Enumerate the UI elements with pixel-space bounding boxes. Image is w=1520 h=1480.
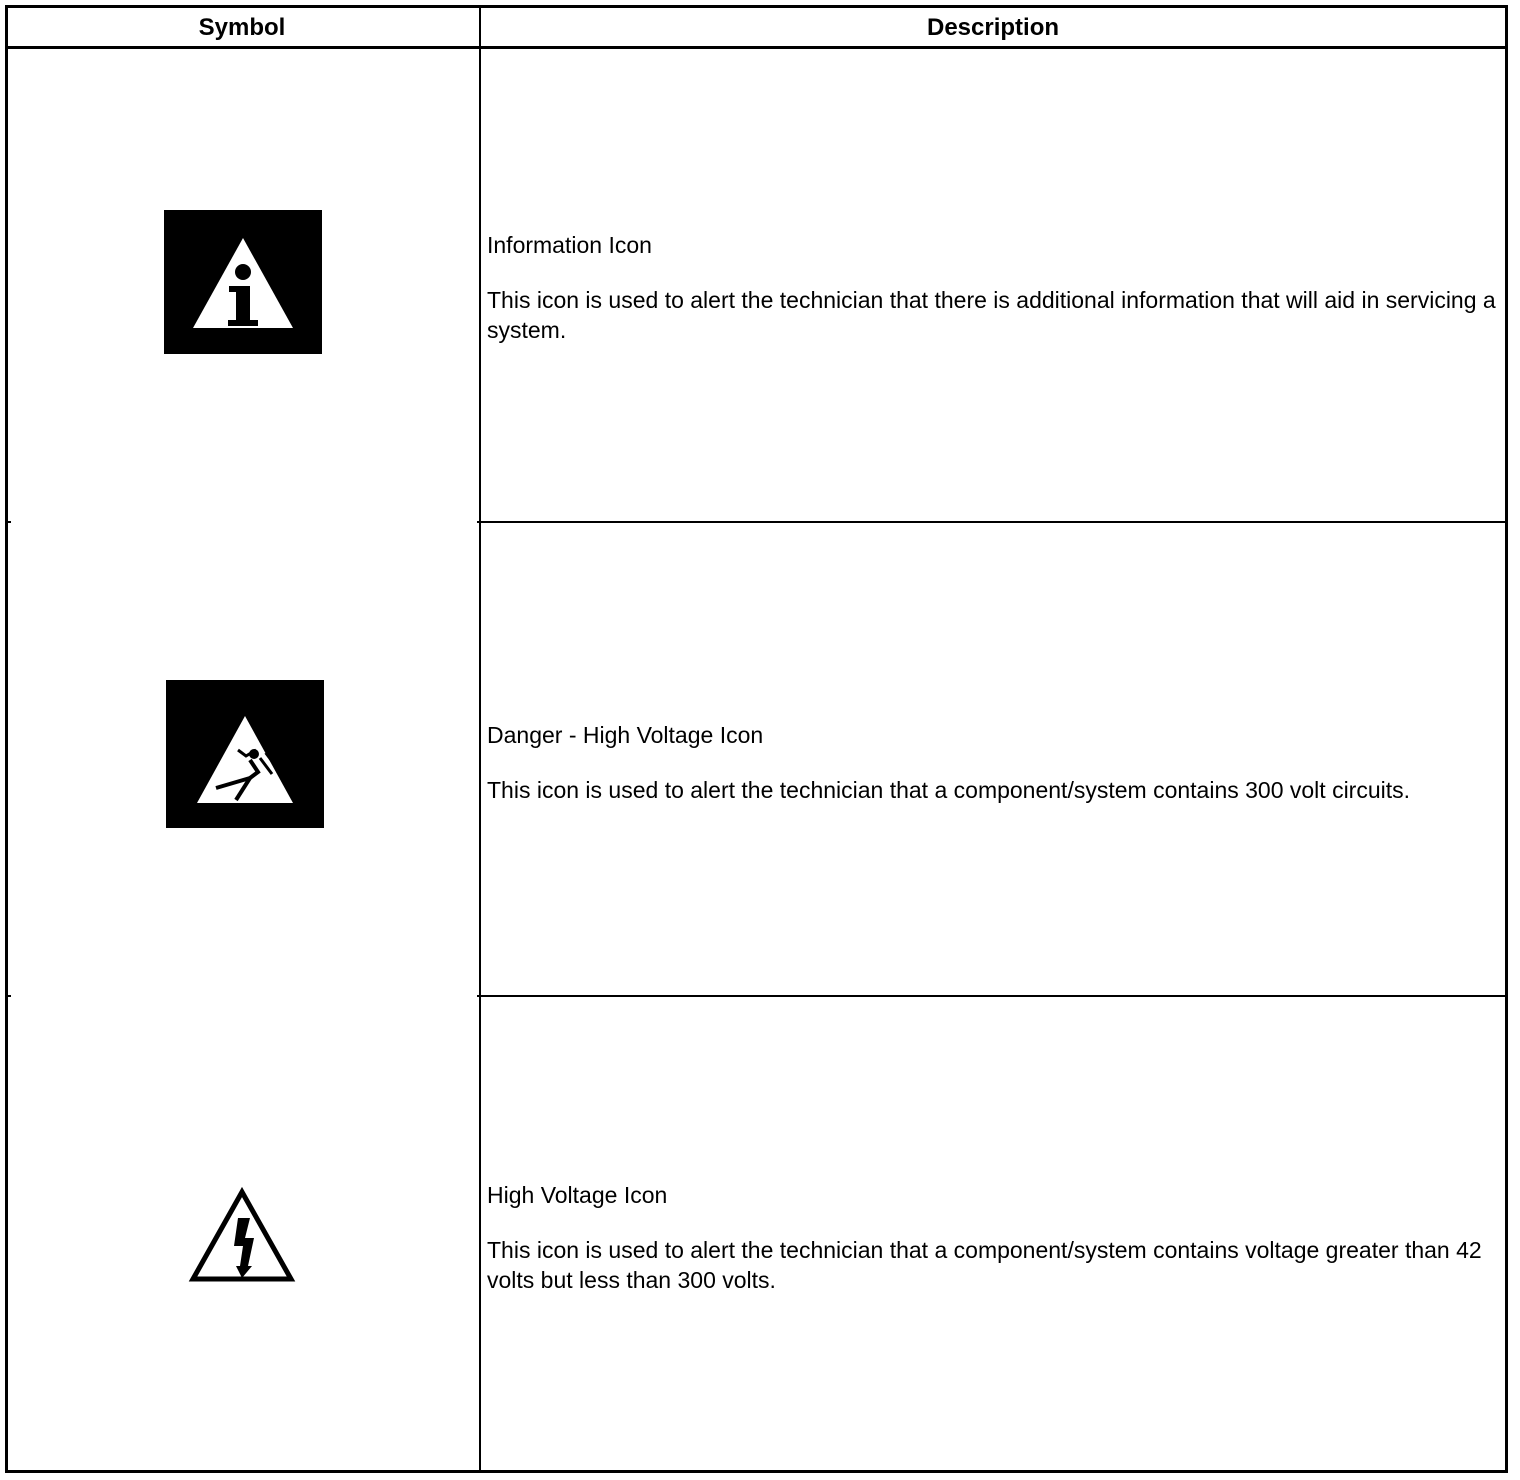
danger-high-voltage-body: This icon is used to alert the technician that a component/system contains 300 volt circuits.	[487, 777, 1411, 803]
danger-high-voltage-title: Danger - High Voltage Icon	[487, 722, 764, 748]
row-divider-tick	[8, 521, 11, 523]
symbol-column-header: Symbol	[198, 14, 286, 41]
danger-high-voltage-description	[487, 720, 1497, 805]
danger-high-voltage-icon	[166, 680, 324, 828]
row-divider	[477, 995, 1507, 997]
high-voltage-description	[487, 1180, 1497, 1295]
information-body: This icon is used to alert the technician that there is additional information that will aid in servicing a system.	[487, 287, 1496, 343]
high-voltage-title: High Voltage Icon	[487, 1182, 668, 1208]
header-divider	[5, 46, 1508, 49]
high-voltage-body: This icon is used to alert the technician that a component/system contains voltage greater than 42 volts but less than 300 volts.	[487, 1237, 1482, 1293]
description-column-header: Description	[926, 14, 1060, 41]
row-divider-tick	[8, 995, 11, 997]
information-description	[487, 230, 1497, 345]
column-divider	[479, 5, 481, 1471]
information-icon	[164, 210, 322, 354]
high-voltage-icon	[188, 1186, 296, 1284]
information-title: Information Icon	[487, 232, 652, 258]
row-divider	[477, 521, 1507, 523]
